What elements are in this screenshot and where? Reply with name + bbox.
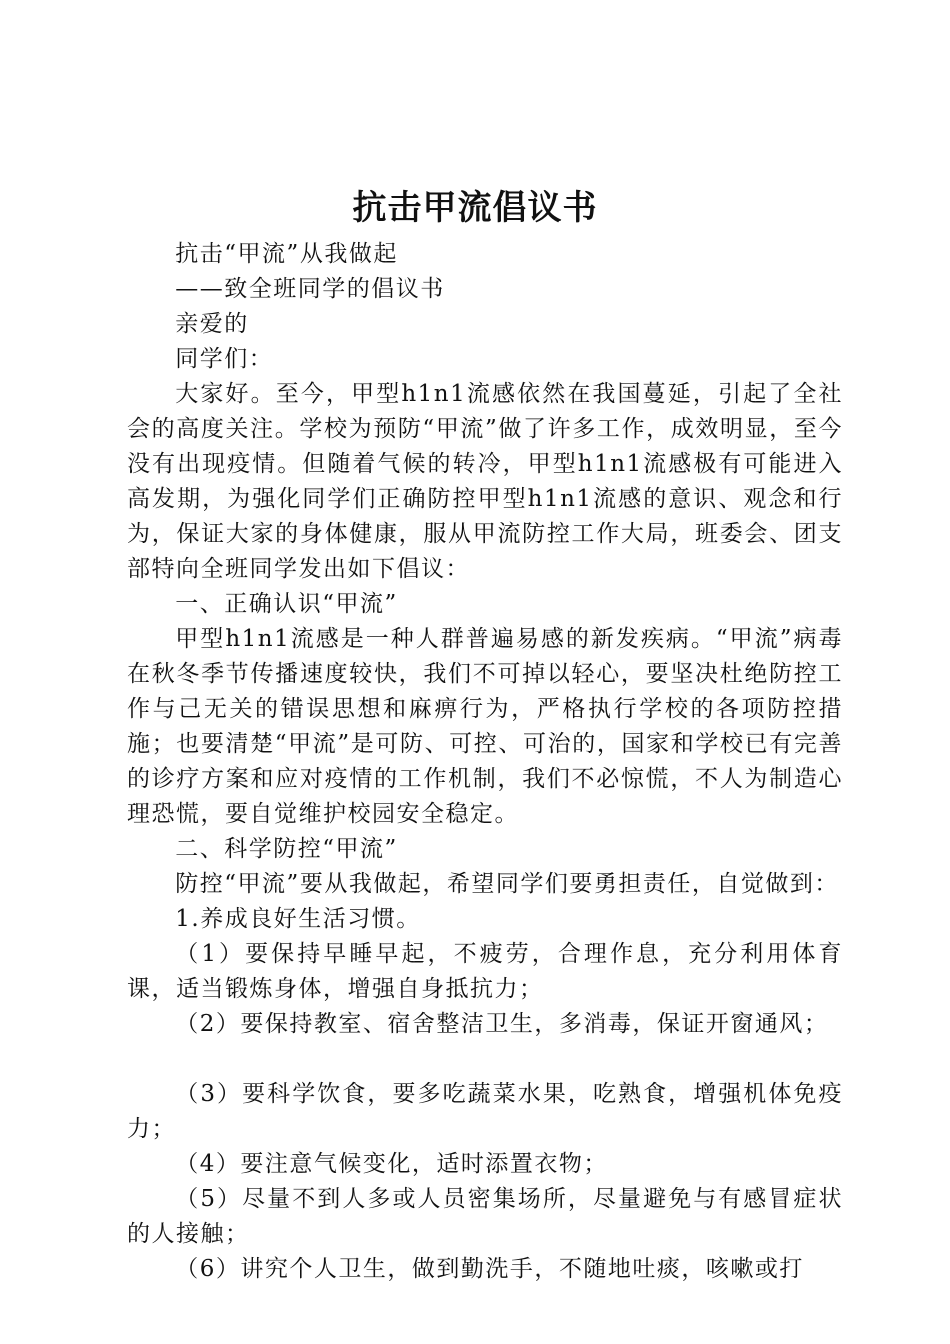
section-heading-2: 二、科学防控“甲流” — [175, 836, 398, 862]
section-2-intro: 防控“甲流”要从我做起，希望同学们要勇担责任，自觉做到： — [175, 871, 839, 897]
salutation-line-2: 同学们： — [175, 346, 274, 372]
list-item-1: （1）要保持早睡早起，不疲劳，合理作息，充分利用体育课，适当锻炼身体，增强自身抵抗力； — [127, 941, 843, 1002]
section-1-paragraph: 甲型h1n1流感是一种人群普遍易感的新发疾病。“甲流”病毒在秋冬季节传播速度较快，我们不可掉以轻心，要坚决杜绝防控工作与己无关的错误思想和麻痹行为，严格执行学校的各项防控措施；也要清楚“甲流”是可防、可控、可治的，国家和学校已有完善的诊疗方案和应对疫情的工作机制，我们不必惊慌，不人为制造心理恐慌，要自觉维护校园安全稳定。 — [127, 626, 843, 827]
list-item-3: （3）要科学饮食，要多吃蔬菜水果，吃熟食，增强机体免疫力； — [127, 1081, 843, 1142]
document-title: 抗击甲流倡议书 — [352, 188, 598, 228]
list-item-5: （5）尽量不到人多或人员密集场所，尽量避免与有感冒症状的人接触； — [127, 1186, 843, 1247]
section-heading-1: 一、正确认识“甲流” — [175, 591, 398, 617]
salutation-line-1: 亲爱的 — [175, 311, 249, 337]
subsection-heading-1: 1.养成良好生活习惯。 — [175, 906, 421, 932]
list-item-6: （6）讲究个人卫生，做到勤洗手，不随地吐痰，咳嗽或打 — [175, 1256, 804, 1282]
intro-paragraph: 大家好。至今，甲型h1n1流感依然在我国蔓延，引起了全社会的高度关注。学校为预防“甲流”做了许多工作，成效明显，至今没有出现疫情。但随着气候的转冷，甲型h1n1流感极有可能进入高发期，为强化同学们正确防控甲型h1n1流感的意识、观念和行为，保证大家的身体健康，服从甲流防控工作大局，班委会、团支部特向全班同学发出如下倡议： — [127, 381, 843, 582]
document-body — [127, 237, 843, 1287]
list-item-4: （4）要注意气候变化，适时添置衣物； — [175, 1151, 608, 1177]
subtitle-dedication: ——致全班同学的倡议书 — [175, 276, 445, 302]
subtitle-line: 抗击“甲流”从我做起 — [175, 241, 398, 267]
list-item-2: （2）要保持教室、宿舍整洁卫生，多消毒，保证开窗通风； — [175, 1011, 829, 1037]
